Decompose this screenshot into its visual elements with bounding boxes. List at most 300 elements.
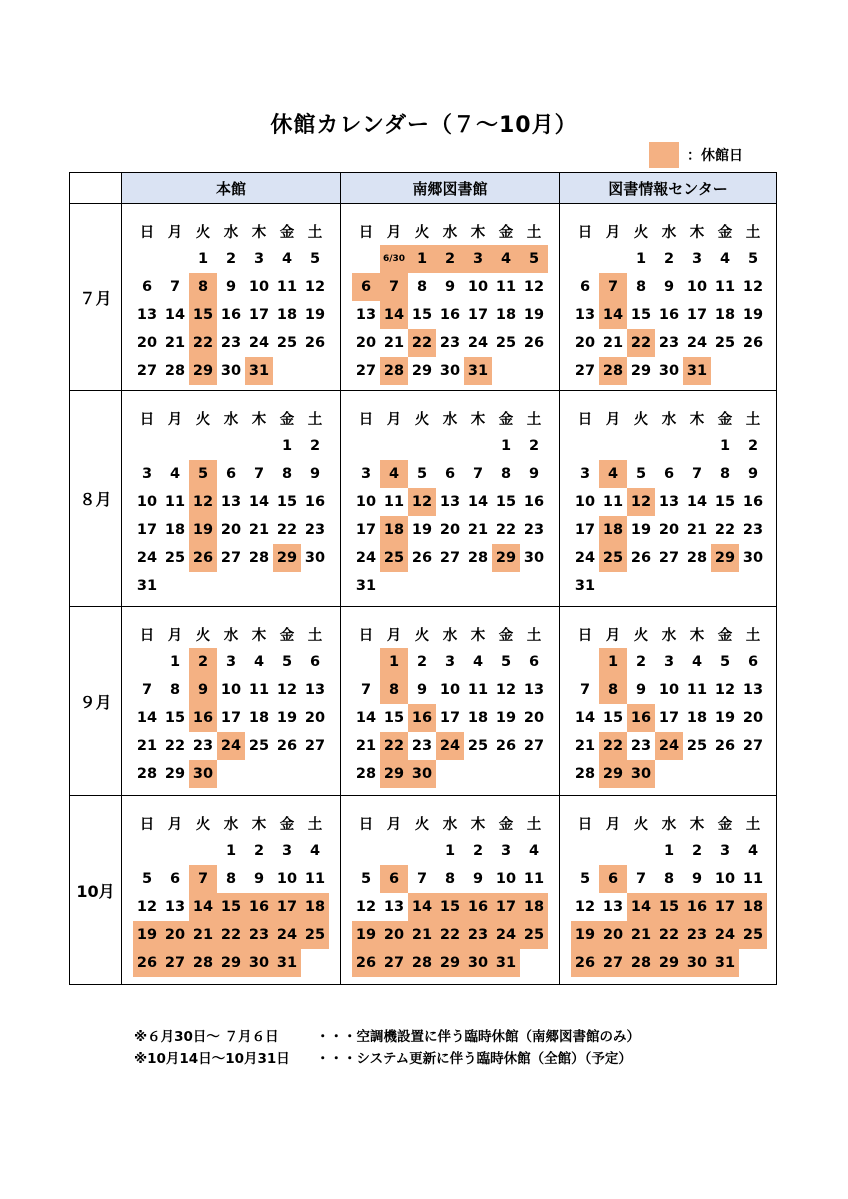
day-cell: 28: [467, 550, 489, 566]
day-cell: 12: [574, 899, 596, 915]
day-cell: 17: [711, 893, 739, 921]
empty-day-cell: [739, 572, 767, 600]
weekday-header: 火: [633, 224, 649, 241]
day-cell: 14: [574, 710, 596, 726]
day-cell: 19: [411, 522, 433, 538]
day-cell: 28: [627, 949, 655, 977]
empty-day-cell: [599, 837, 627, 865]
day-cell: 13: [742, 682, 764, 698]
day-cell: 6: [663, 466, 675, 482]
empty-day-cell: [245, 432, 273, 460]
day-cell: 1: [169, 654, 181, 670]
day-cell: 4: [380, 460, 408, 488]
day-cell: 13: [383, 899, 405, 915]
month-calendar: [571, 809, 776, 977]
day-cell: 29: [630, 363, 652, 379]
day-cell: 13: [304, 682, 326, 698]
day-cell: 4: [719, 251, 731, 267]
day-cell: 17: [658, 710, 680, 726]
weekday-header: 月: [167, 224, 183, 241]
day-cell: 10: [355, 494, 377, 510]
day-cell: 11: [248, 682, 270, 698]
day-cell: 15: [189, 301, 217, 329]
month-calendar: [352, 404, 559, 600]
weekday-header: 土: [745, 411, 761, 428]
day-cell: 4: [472, 654, 484, 670]
empty-day-cell: [683, 572, 711, 600]
day-cell: 7: [635, 871, 647, 887]
day-cell: 14: [599, 301, 627, 329]
day-cell: 14: [467, 494, 489, 510]
day-cell: 6: [380, 865, 408, 893]
day-cell: 5: [719, 654, 731, 670]
day-cell: 5: [189, 460, 217, 488]
empty-day-cell: [627, 432, 655, 460]
day-cell: 9: [225, 279, 237, 295]
day-cell: 19: [133, 921, 161, 949]
day-cell: 1: [225, 843, 237, 859]
day-cell: 15: [383, 710, 405, 726]
day-cell: 2: [635, 654, 647, 670]
day-cell: 10: [439, 682, 461, 698]
weekday-header: 水: [661, 224, 677, 241]
day-cell: 7: [691, 466, 703, 482]
weekday-header: 日: [577, 627, 593, 644]
day-cell: 11: [686, 682, 708, 698]
day-cell: 27: [574, 363, 596, 379]
day-cell: 2: [189, 648, 217, 676]
day-cell: 23: [220, 335, 242, 351]
day-cell: 2: [747, 438, 759, 454]
day-cell: 24: [686, 335, 708, 351]
weekday-header: 日: [358, 411, 374, 428]
empty-day-cell: [599, 572, 627, 600]
day-cell: 11: [164, 494, 186, 510]
day-cell: 22: [655, 921, 683, 949]
day-cell: 3: [691, 251, 703, 267]
day-cell: 29: [655, 949, 683, 977]
empty-day-cell: [352, 432, 380, 460]
day-cell: 27: [742, 738, 764, 754]
legend: [649, 142, 743, 168]
month-row-october: [70, 796, 777, 985]
day-cell: 5: [579, 871, 591, 887]
day-cell: 7: [253, 466, 265, 482]
weekday-header: 金: [498, 627, 514, 644]
empty-day-cell: [133, 432, 161, 460]
day-cell: 9: [663, 279, 675, 295]
empty-day-cell: [683, 760, 711, 788]
day-cell: 11: [602, 494, 624, 510]
day-cell: 28: [248, 550, 270, 566]
day-cell: 6: [747, 654, 759, 670]
empty-day-cell: [133, 648, 161, 676]
empty-day-cell: [189, 837, 217, 865]
day-cell: 23: [742, 522, 764, 538]
empty-day-cell: [655, 572, 683, 600]
day-cell: 25: [276, 335, 298, 351]
day-cell: 31: [355, 578, 377, 594]
weekday-header: 日: [358, 627, 374, 644]
day-cell: 3: [141, 466, 153, 482]
day-cell: 31: [273, 949, 301, 977]
day-cell: 14: [164, 307, 186, 323]
day-cell: 4: [169, 466, 181, 482]
day-cell: 27: [220, 550, 242, 566]
day-cell: 26: [411, 550, 433, 566]
day-cell: 26: [742, 335, 764, 351]
empty-day-cell: [217, 432, 245, 460]
day-cell: 5: [141, 871, 153, 887]
day-cell: 2: [472, 843, 484, 859]
day-cell: 28: [164, 363, 186, 379]
weekday-header: 日: [139, 627, 155, 644]
empty-day-cell: [189, 572, 217, 600]
weekday-header: 土: [307, 224, 323, 241]
day-cell: 3: [360, 466, 372, 482]
month-calendar: [133, 620, 340, 788]
empty-day-cell: [133, 245, 161, 273]
day-cell: 16: [683, 893, 711, 921]
day-cell: 27: [523, 738, 545, 754]
day-cell: 3: [663, 654, 675, 670]
day-cell: 26: [523, 335, 545, 351]
library-header-info-center: 図書情報センター: [560, 173, 777, 204]
day-cell: 3: [225, 654, 237, 670]
day-cell: 28: [686, 550, 708, 566]
month-calendar: [352, 217, 559, 385]
day-cell: 5: [281, 654, 293, 670]
day-cell: 16: [627, 704, 655, 732]
weekday-header: 土: [745, 224, 761, 241]
day-cell: 23: [304, 522, 326, 538]
day-cell: 27: [380, 949, 408, 977]
day-cell: 23: [683, 921, 711, 949]
weekday-header: 水: [223, 627, 239, 644]
day-cell: 19: [304, 307, 326, 323]
day-cell: 9: [691, 871, 703, 887]
empty-day-cell: [739, 357, 767, 385]
weekday-header: 土: [745, 627, 761, 644]
empty-day-cell: [571, 837, 599, 865]
day-cell: 19: [742, 307, 764, 323]
day-cell: 30: [464, 949, 492, 977]
weekday-header: 土: [307, 411, 323, 428]
day-cell: 29: [164, 766, 186, 782]
month-calendar: [133, 809, 340, 977]
day-cell: 26: [571, 949, 599, 977]
weekday-header: 金: [498, 224, 514, 241]
empty-day-cell: [739, 949, 767, 977]
day-cell: 8: [416, 279, 428, 295]
day-cell: 18: [686, 710, 708, 726]
weekday-header: 金: [279, 224, 295, 241]
empty-day-cell: [380, 837, 408, 865]
day-cell: 12: [136, 899, 158, 915]
day-cell: 18: [739, 893, 767, 921]
day-cell: 23: [192, 738, 214, 754]
day-cell: 6: [579, 279, 591, 295]
weekday-header: 火: [195, 627, 211, 644]
weekday-header: 月: [386, 816, 402, 833]
day-cell: 7: [189, 865, 217, 893]
day-cell: 4: [691, 654, 703, 670]
day-cell: 30: [220, 363, 242, 379]
closure-calendar-table: [69, 172, 777, 985]
day-cell: 27: [161, 949, 189, 977]
day-cell: 26: [630, 550, 652, 566]
empty-day-cell: [492, 760, 520, 788]
note-date-range: ※６月30日～ ７月６日: [134, 1029, 279, 1045]
day-cell: 14: [248, 494, 270, 510]
day-cell: 21: [383, 335, 405, 351]
empty-day-cell: [161, 432, 189, 460]
day-cell: 19: [523, 307, 545, 323]
empty-day-cell: [217, 760, 245, 788]
notes: [134, 1026, 640, 1070]
calendar-cell: [122, 796, 341, 985]
empty-day-cell: [245, 572, 273, 600]
day-cell: 22: [217, 921, 245, 949]
note-date-range: ※10月14日～10月31日: [134, 1051, 290, 1067]
day-cell: 10: [686, 279, 708, 295]
day-cell: 17: [574, 522, 596, 538]
empty-day-cell: [739, 760, 767, 788]
day-cell: 5: [416, 466, 428, 482]
day-cell: 24: [655, 732, 683, 760]
day-cell: 26: [352, 949, 380, 977]
day-cell: 9: [747, 466, 759, 482]
weekday-header: 金: [279, 411, 295, 428]
day-cell: 16: [464, 893, 492, 921]
empty-day-cell: [436, 760, 464, 788]
calendar-cell: [560, 607, 777, 796]
day-cell: 1: [500, 438, 512, 454]
day-cell: 20: [380, 921, 408, 949]
day-cell: 18: [495, 307, 517, 323]
empty-day-cell: [520, 357, 548, 385]
empty-day-cell: [655, 432, 683, 460]
day-cell: 14: [136, 710, 158, 726]
day-cell: 21: [355, 738, 377, 754]
day-cell: 4: [599, 460, 627, 488]
month-calendar: [133, 404, 340, 600]
day-cell: 29: [492, 544, 520, 572]
day-cell: 19: [630, 522, 652, 538]
day-cell: 18: [380, 516, 408, 544]
page-title: 休館カレンダー（７～10月）: [270, 113, 578, 138]
weekday-header: 木: [689, 627, 705, 644]
day-cell: 15: [217, 893, 245, 921]
day-cell: 16: [658, 307, 680, 323]
calendar-cell: [341, 391, 560, 607]
day-cell: 21: [408, 921, 436, 949]
day-cell: 6: [528, 654, 540, 670]
day-cell: 2: [436, 245, 464, 273]
weekday-header: 土: [307, 816, 323, 833]
day-cell: 9: [189, 676, 217, 704]
weekday-header: 木: [689, 816, 705, 833]
day-cell: 25: [739, 921, 767, 949]
day-cell: 18: [467, 710, 489, 726]
day-cell: 7: [472, 466, 484, 482]
weekday-header: 月: [167, 816, 183, 833]
weekday-header: 火: [414, 816, 430, 833]
day-cell: 2: [416, 654, 428, 670]
day-cell: 2: [663, 251, 675, 267]
empty-day-cell: [627, 837, 655, 865]
weekday-header: 火: [633, 816, 649, 833]
day-cell: 16: [408, 704, 436, 732]
day-cell: 8: [225, 871, 237, 887]
empty-day-cell: [273, 760, 301, 788]
day-cell: 2: [225, 251, 237, 267]
day-cell: 27: [658, 550, 680, 566]
day-cell: 31: [492, 949, 520, 977]
day-cell: 25: [301, 921, 329, 949]
day-cell: 9: [635, 682, 647, 698]
day-cell: 13: [658, 494, 680, 510]
weekday-header: 木: [689, 224, 705, 241]
day-cell: 19: [495, 710, 517, 726]
day-cell: 29: [411, 363, 433, 379]
day-cell: 18: [276, 307, 298, 323]
legend-label: ：休館日: [687, 148, 743, 164]
day-cell: 14: [627, 893, 655, 921]
day-cell: 25: [714, 335, 736, 351]
empty-day-cell: [599, 245, 627, 273]
day-cell: 21: [189, 921, 217, 949]
day-cell: 24: [436, 732, 464, 760]
weekday-header: 火: [633, 627, 649, 644]
empty-day-cell: [492, 572, 520, 600]
day-cell: 31: [464, 357, 492, 385]
closed-day-swatch: [649, 142, 679, 168]
day-cell: 15: [602, 710, 624, 726]
weekday-header: 水: [661, 816, 677, 833]
day-cell: 19: [352, 921, 380, 949]
day-cell: 22: [627, 329, 655, 357]
month-calendar: [571, 620, 776, 788]
day-cell: 15: [276, 494, 298, 510]
empty-day-cell: [380, 432, 408, 460]
day-cell: 1: [408, 245, 436, 273]
day-cell: 27: [136, 363, 158, 379]
day-cell: 1: [444, 843, 456, 859]
empty-day-cell: [683, 432, 711, 460]
day-cell: 27: [439, 550, 461, 566]
day-cell: 14: [189, 893, 217, 921]
day-cell: 20: [742, 710, 764, 726]
day-cell: 5: [520, 245, 548, 273]
day-cell: 19: [714, 710, 736, 726]
day-cell: 17: [467, 307, 489, 323]
day-cell: 17: [439, 710, 461, 726]
day-cell: 24: [711, 921, 739, 949]
month-calendar: [352, 620, 559, 788]
day-cell: 10: [574, 494, 596, 510]
month-row-august: [70, 391, 777, 607]
day-cell: 13: [355, 307, 377, 323]
weekday-header: 水: [223, 411, 239, 428]
library-header-nango: 南郷図書館: [341, 173, 560, 204]
month-label: ８月: [70, 391, 122, 607]
day-cell: 27: [304, 738, 326, 754]
day-cell: 22: [714, 522, 736, 538]
empty-day-cell: [273, 357, 301, 385]
day-cell: 10: [136, 494, 158, 510]
day-cell: 14: [686, 494, 708, 510]
month-row-september: [70, 607, 777, 796]
day-cell: 23: [658, 335, 680, 351]
weekday-header: 土: [526, 411, 542, 428]
library-header-main: 本館: [122, 173, 341, 204]
note-text: ・・・空調機設置に伴う臨時休館（南郷図書館のみ）: [316, 1029, 640, 1045]
weekday-header: 金: [717, 816, 733, 833]
day-cell: 6: [444, 466, 456, 482]
day-cell: 25: [467, 738, 489, 754]
day-cell: 12: [304, 279, 326, 295]
day-cell: 28: [408, 949, 436, 977]
day-cell: 14: [408, 893, 436, 921]
day-cell: 3: [464, 245, 492, 273]
day-cell: 30: [245, 949, 273, 977]
empty-day-cell: [301, 760, 329, 788]
day-cell: 28: [574, 766, 596, 782]
weekday-header: 金: [279, 627, 295, 644]
weekday-header: 水: [661, 627, 677, 644]
empty-day-cell: [380, 572, 408, 600]
weekday-header: 月: [386, 411, 402, 428]
month-label: ７月: [70, 204, 122, 391]
day-cell: 21: [248, 522, 270, 538]
day-cell: 22: [164, 738, 186, 754]
weekday-header: 木: [470, 816, 486, 833]
empty-day-cell: [520, 760, 548, 788]
empty-day-cell: [352, 837, 380, 865]
day-cell: 28: [599, 357, 627, 385]
day-cell: 16: [189, 704, 217, 732]
day-cell: 11: [383, 494, 405, 510]
day-cell: 7: [360, 682, 372, 698]
weekday-header: 火: [414, 627, 430, 644]
weekday-header: 月: [167, 411, 183, 428]
day-cell: 16: [245, 893, 273, 921]
empty-day-cell: [492, 357, 520, 385]
day-cell: 15: [164, 710, 186, 726]
weekday-header: 木: [251, 224, 267, 241]
day-cell: 1: [599, 648, 627, 676]
empty-day-cell: [301, 357, 329, 385]
day-cell: 12: [189, 488, 217, 516]
day-cell: 6: [225, 466, 237, 482]
day-cell: 21: [164, 335, 186, 351]
day-cell: 20: [161, 921, 189, 949]
weekday-header: 火: [414, 224, 430, 241]
day-cell: 26: [276, 738, 298, 754]
day-cell: 5: [747, 251, 759, 267]
day-cell: 7: [380, 273, 408, 301]
day-cell: 30: [742, 550, 764, 566]
weekday-header: 火: [195, 411, 211, 428]
day-cell: 18: [599, 516, 627, 544]
day-cell: 26: [133, 949, 161, 977]
day-cell: 12: [495, 682, 517, 698]
day-cell: 18: [248, 710, 270, 726]
day-cell: 18: [301, 893, 329, 921]
day-cell: 20: [136, 335, 158, 351]
calendar-cell: [122, 391, 341, 607]
